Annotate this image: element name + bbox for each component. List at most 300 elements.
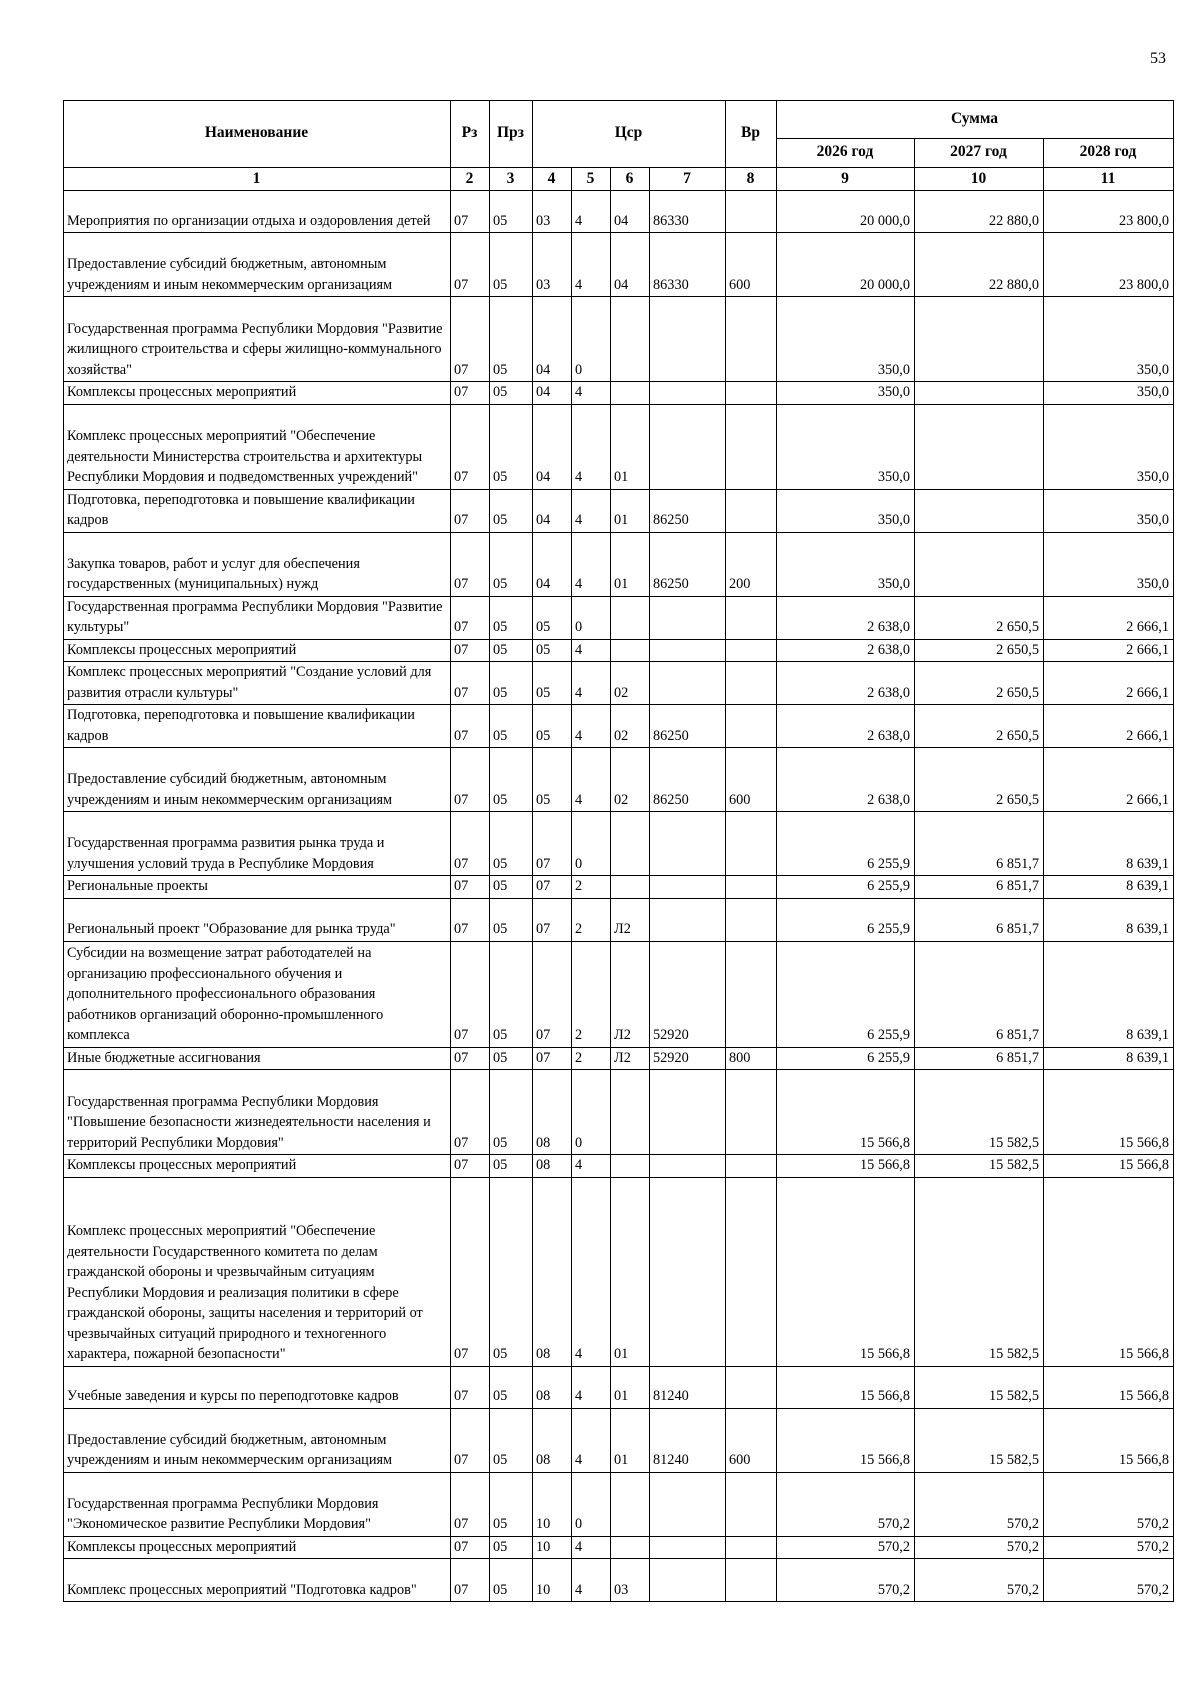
row-rz: 07 — [451, 489, 490, 532]
row-csr-5: 4 — [572, 1177, 611, 1366]
row-rz: 07 — [451, 705, 490, 748]
row-amount-2028: 350,0 — [1044, 382, 1174, 405]
row-csr-4: 05 — [533, 705, 572, 748]
row-prz: 05 — [490, 191, 533, 233]
row-csr-7 — [650, 404, 726, 489]
row-name: Закупка товаров, работ и услуг для обеспечения государственных (муниципальных) нужд — [64, 532, 451, 596]
row-csr-6: 02 — [611, 705, 650, 748]
row-csr-7 — [650, 812, 726, 876]
row-amount-2027 — [915, 404, 1044, 489]
row-csr-5: 4 — [572, 191, 611, 233]
row-amount-2026: 570,2 — [777, 1559, 915, 1602]
row-csr-7: 86250 — [650, 489, 726, 532]
row-csr-5: 4 — [572, 489, 611, 532]
row-csr-4: 07 — [533, 898, 572, 941]
table-header — [64, 101, 1174, 191]
row-csr-6: 01 — [611, 1177, 650, 1366]
row-amount-2026: 2 638,0 — [777, 596, 915, 639]
row-amount-2026: 6 255,9 — [777, 812, 915, 876]
row-csr-4: 05 — [533, 662, 572, 705]
row-name: Субсидии на возмещение затрат работодателей на организацию профессионального обучения и дополнительного профессионального образования работников организаций оборонно-промышленного комплекса — [64, 941, 451, 1047]
row-vr — [726, 1070, 777, 1155]
row-rz: 07 — [451, 812, 490, 876]
row-name: Подготовка, переподготовка и повышение квалификации кадров — [64, 489, 451, 532]
row-name: Комплекс процессных мероприятий "Создание условий для развития отрасли культуры" — [64, 662, 451, 705]
row-csr-4: 10 — [533, 1559, 572, 1602]
table-row — [64, 596, 1174, 639]
row-csr-6: 02 — [611, 748, 650, 812]
row-csr-7: 86250 — [650, 532, 726, 596]
row-csr-5: 4 — [572, 1408, 611, 1472]
row-csr-4: 08 — [533, 1177, 572, 1366]
row-csr-7: 86250 — [650, 748, 726, 812]
row-amount-2027: 22 880,0 — [915, 233, 1044, 297]
row-vr — [726, 1177, 777, 1366]
row-prz: 05 — [490, 812, 533, 876]
row-amount-2027: 15 582,5 — [915, 1408, 1044, 1472]
row-csr-6: 01 — [611, 404, 650, 489]
row-amount-2027: 15 582,5 — [915, 1155, 1044, 1178]
row-vr — [726, 898, 777, 941]
row-rz: 07 — [451, 639, 490, 662]
row-amount-2026: 570,2 — [777, 1472, 915, 1536]
row-csr-6 — [611, 1472, 650, 1536]
row-csr-7: 52920 — [650, 941, 726, 1047]
col-number: 2 — [451, 168, 490, 191]
row-csr-6: 01 — [611, 532, 650, 596]
table-row — [64, 941, 1174, 1047]
row-amount-2028: 570,2 — [1044, 1472, 1174, 1536]
row-csr-6: Л2 — [611, 1047, 650, 1070]
row-prz: 05 — [490, 233, 533, 297]
col-number: 11 — [1044, 168, 1174, 191]
row-csr-5: 0 — [572, 1472, 611, 1536]
row-amount-2028: 23 800,0 — [1044, 233, 1174, 297]
row-csr-6 — [611, 297, 650, 382]
row-csr-5: 4 — [572, 233, 611, 297]
row-amount-2026: 15 566,8 — [777, 1366, 915, 1408]
row-amount-2027 — [915, 532, 1044, 596]
row-csr-7 — [650, 898, 726, 941]
row-amount-2028: 15 566,8 — [1044, 1155, 1174, 1178]
row-vr — [726, 941, 777, 1047]
row-csr-7: 81240 — [650, 1408, 726, 1472]
col-number: 5 — [572, 168, 611, 191]
row-name: Государственная программа Республики Мордовия "Повышение безопасности жизнедеятельности населения и территорий Республики Мордовия" — [64, 1070, 451, 1155]
row-prz: 05 — [490, 404, 533, 489]
row-csr-6 — [611, 876, 650, 899]
row-csr-6: 01 — [611, 1408, 650, 1472]
row-csr-5: 4 — [572, 532, 611, 596]
row-csr-4: 07 — [533, 1047, 572, 1070]
row-amount-2026: 15 566,8 — [777, 1155, 915, 1178]
table-row — [64, 404, 1174, 489]
table-row — [64, 748, 1174, 812]
table-row — [64, 191, 1174, 233]
row-csr-6 — [611, 1155, 650, 1178]
row-amount-2026: 2 638,0 — [777, 639, 915, 662]
table-row — [64, 1559, 1174, 1602]
col-number: 8 — [726, 168, 777, 191]
row-amount-2026: 2 638,0 — [777, 705, 915, 748]
row-prz: 05 — [490, 1536, 533, 1559]
row-csr-4: 08 — [533, 1408, 572, 1472]
row-amount-2027 — [915, 489, 1044, 532]
row-prz: 05 — [490, 532, 533, 596]
row-amount-2026: 6 255,9 — [777, 876, 915, 899]
row-prz: 05 — [490, 1366, 533, 1408]
row-rz: 07 — [451, 382, 490, 405]
row-amount-2027: 6 851,7 — [915, 1047, 1044, 1070]
row-amount-2028: 8 639,1 — [1044, 1047, 1174, 1070]
row-csr-7 — [650, 297, 726, 382]
row-csr-4: 04 — [533, 297, 572, 382]
row-amount-2027: 2 650,5 — [915, 596, 1044, 639]
row-name: Подготовка, переподготовка и повышение квалификации кадров — [64, 705, 451, 748]
row-csr-6: Л2 — [611, 941, 650, 1047]
row-amount-2027: 15 582,5 — [915, 1366, 1044, 1408]
table-row — [64, 489, 1174, 532]
row-rz: 07 — [451, 532, 490, 596]
row-vr — [726, 596, 777, 639]
row-amount-2026: 350,0 — [777, 382, 915, 405]
table-row — [64, 532, 1174, 596]
row-vr — [726, 812, 777, 876]
table-row — [64, 898, 1174, 941]
row-csr-7 — [650, 662, 726, 705]
row-csr-6: 04 — [611, 191, 650, 233]
row-name: Учебные заведения и курсы по переподготовке кадров — [64, 1366, 451, 1408]
row-vr — [726, 1155, 777, 1178]
row-csr-4: 10 — [533, 1536, 572, 1559]
row-csr-5: 4 — [572, 382, 611, 405]
row-amount-2027 — [915, 297, 1044, 382]
col-number: 6 — [611, 168, 650, 191]
col-number: 3 — [490, 168, 533, 191]
page-number: 53 — [1150, 50, 1166, 67]
row-rz: 07 — [451, 1070, 490, 1155]
row-rz: 07 — [451, 1472, 490, 1536]
row-rz: 07 — [451, 1408, 490, 1472]
row-csr-5: 0 — [572, 1070, 611, 1155]
row-rz: 07 — [451, 1177, 490, 1366]
row-prz: 05 — [490, 662, 533, 705]
row-prz: 05 — [490, 639, 533, 662]
row-amount-2028: 15 566,8 — [1044, 1366, 1174, 1408]
row-rz: 07 — [451, 898, 490, 941]
row-amount-2026: 6 255,9 — [777, 1047, 915, 1070]
row-amount-2028: 8 639,1 — [1044, 812, 1174, 876]
row-amount-2027: 15 582,5 — [915, 1177, 1044, 1366]
row-csr-4: 07 — [533, 812, 572, 876]
row-rz: 07 — [451, 941, 490, 1047]
row-vr — [726, 382, 777, 405]
row-csr-4: 10 — [533, 1472, 572, 1536]
row-amount-2026: 15 566,8 — [777, 1177, 915, 1366]
row-prz: 05 — [490, 1408, 533, 1472]
row-rz: 07 — [451, 748, 490, 812]
row-csr-6: Л2 — [611, 898, 650, 941]
table-row — [64, 1408, 1174, 1472]
row-amount-2027: 6 851,7 — [915, 898, 1044, 941]
col-number: 10 — [915, 168, 1044, 191]
row-vr — [726, 639, 777, 662]
row-csr-6 — [611, 1070, 650, 1155]
row-csr-4: 05 — [533, 748, 572, 812]
row-csr-4: 08 — [533, 1155, 572, 1178]
row-csr-4: 04 — [533, 404, 572, 489]
row-amount-2026: 2 638,0 — [777, 662, 915, 705]
row-prz: 05 — [490, 1155, 533, 1178]
row-amount-2026: 350,0 — [777, 532, 915, 596]
row-csr-5: 4 — [572, 1536, 611, 1559]
row-amount-2028: 2 666,1 — [1044, 639, 1174, 662]
row-rz: 07 — [451, 191, 490, 233]
row-csr-4: 08 — [533, 1070, 572, 1155]
row-csr-5: 2 — [572, 898, 611, 941]
row-csr-5: 2 — [572, 876, 611, 899]
header-sum: Сумма — [777, 101, 1174, 139]
row-rz: 07 — [451, 233, 490, 297]
row-name: Предоставление субсидий бюджетным, автономным учреждениям и иным некоммерческим организациям — [64, 233, 451, 297]
row-csr-7 — [650, 1559, 726, 1602]
col-number: 4 — [533, 168, 572, 191]
row-amount-2026: 2 638,0 — [777, 748, 915, 812]
table-row — [64, 1366, 1174, 1408]
row-amount-2026: 570,2 — [777, 1536, 915, 1559]
row-amount-2028: 8 639,1 — [1044, 941, 1174, 1047]
header-year-2027: 2027 год — [915, 139, 1044, 168]
row-csr-7: 86330 — [650, 233, 726, 297]
row-prz: 05 — [490, 1472, 533, 1536]
row-name: Комплексы процессных мероприятий — [64, 639, 451, 662]
row-csr-6 — [611, 639, 650, 662]
row-rz: 07 — [451, 404, 490, 489]
table-row — [64, 662, 1174, 705]
row-csr-4: 05 — [533, 639, 572, 662]
row-amount-2028: 2 666,1 — [1044, 748, 1174, 812]
table-row — [64, 1070, 1174, 1155]
row-csr-6 — [611, 812, 650, 876]
row-name: Региональный проект "Образование для рынка труда" — [64, 898, 451, 941]
row-vr — [726, 1536, 777, 1559]
row-csr-6: 01 — [611, 1366, 650, 1408]
row-name: Государственная программа Республики Мордовия "Развитие жилищного строительства и сферы жилищно-коммунального хозяйства" — [64, 297, 451, 382]
row-csr-5: 2 — [572, 941, 611, 1047]
row-csr-6: 02 — [611, 662, 650, 705]
row-amount-2028: 23 800,0 — [1044, 191, 1174, 233]
row-amount-2028: 8 639,1 — [1044, 898, 1174, 941]
row-vr — [726, 1472, 777, 1536]
row-vr — [726, 191, 777, 233]
header-name: Наименование — [64, 101, 451, 168]
row-csr-7 — [650, 1155, 726, 1178]
row-vr: 200 — [726, 532, 777, 596]
row-csr-5: 2 — [572, 1047, 611, 1070]
table-row — [64, 1047, 1174, 1070]
row-amount-2026: 350,0 — [777, 404, 915, 489]
row-amount-2027: 2 650,5 — [915, 705, 1044, 748]
row-amount-2028: 15 566,8 — [1044, 1177, 1174, 1366]
row-csr-5: 4 — [572, 662, 611, 705]
header-year-2028: 2028 год — [1044, 139, 1174, 168]
col-number: 7 — [650, 168, 726, 191]
row-prz: 05 — [490, 898, 533, 941]
row-csr-5: 4 — [572, 1366, 611, 1408]
row-amount-2027: 6 851,7 — [915, 941, 1044, 1047]
row-csr-7: 86330 — [650, 191, 726, 233]
row-amount-2026: 20 000,0 — [777, 233, 915, 297]
row-csr-5: 0 — [572, 596, 611, 639]
header-prz: Прз — [490, 101, 533, 168]
row-csr-4: 08 — [533, 1366, 572, 1408]
row-name: Предоставление субсидий бюджетным, автономным учреждениям и иным некоммерческим организациям — [64, 748, 451, 812]
row-csr-4: 07 — [533, 941, 572, 1047]
row-amount-2026: 350,0 — [777, 489, 915, 532]
row-amount-2027: 2 650,5 — [915, 662, 1044, 705]
row-amount-2026: 15 566,8 — [777, 1408, 915, 1472]
row-csr-6: 04 — [611, 233, 650, 297]
row-rz: 07 — [451, 1047, 490, 1070]
row-rz: 07 — [451, 297, 490, 382]
row-amount-2028: 2 666,1 — [1044, 596, 1174, 639]
row-amount-2026: 6 255,9 — [777, 898, 915, 941]
table-row — [64, 1536, 1174, 1559]
row-prz: 05 — [490, 876, 533, 899]
row-csr-4: 04 — [533, 382, 572, 405]
row-amount-2027: 15 582,5 — [915, 1070, 1044, 1155]
row-csr-4: 07 — [533, 876, 572, 899]
table-row — [64, 1177, 1174, 1366]
row-vr — [726, 1559, 777, 1602]
row-csr-5: 0 — [572, 812, 611, 876]
row-name: Государственная программа Республики Мордовия "Развитие культуры" — [64, 596, 451, 639]
row-csr-7 — [650, 1472, 726, 1536]
row-prz: 05 — [490, 1559, 533, 1602]
row-vr — [726, 876, 777, 899]
row-csr-7 — [650, 1070, 726, 1155]
row-amount-2028: 350,0 — [1044, 297, 1174, 382]
row-csr-7 — [650, 1177, 726, 1366]
row-amount-2028: 15 566,8 — [1044, 1408, 1174, 1472]
row-amount-2027: 570,2 — [915, 1536, 1044, 1559]
row-prz: 05 — [490, 382, 533, 405]
header-year-2026: 2026 год — [777, 139, 915, 168]
row-vr — [726, 297, 777, 382]
row-amount-2028: 350,0 — [1044, 532, 1174, 596]
row-amount-2028: 350,0 — [1044, 489, 1174, 532]
row-csr-5: 4 — [572, 404, 611, 489]
row-csr-6: 03 — [611, 1559, 650, 1602]
row-name: Комплекс процессных мероприятий "Подготовка кадров" — [64, 1559, 451, 1602]
row-name: Иные бюджетные ассигнования — [64, 1047, 451, 1070]
row-csr-7 — [650, 876, 726, 899]
row-amount-2028: 15 566,8 — [1044, 1070, 1174, 1155]
row-amount-2027: 2 650,5 — [915, 748, 1044, 812]
row-csr-4: 05 — [533, 596, 572, 639]
row-csr-5: 4 — [572, 1559, 611, 1602]
row-amount-2027: 2 650,5 — [915, 639, 1044, 662]
row-vr — [726, 1366, 777, 1408]
row-csr-4: 04 — [533, 489, 572, 532]
row-amount-2027: 570,2 — [915, 1559, 1044, 1602]
row-vr — [726, 705, 777, 748]
row-amount-2027 — [915, 382, 1044, 405]
header-rz: Рз — [451, 101, 490, 168]
row-prz: 05 — [490, 1177, 533, 1366]
row-name: Комплексы процессных мероприятий — [64, 382, 451, 405]
row-csr-7: 86250 — [650, 705, 726, 748]
row-rz: 07 — [451, 596, 490, 639]
table-row — [64, 1155, 1174, 1178]
col-number: 9 — [777, 168, 915, 191]
row-amount-2026: 20 000,0 — [777, 191, 915, 233]
row-name: Предоставление субсидий бюджетным, автономным учреждениям и иным некоммерческим организациям — [64, 1408, 451, 1472]
row-name: Мероприятия по организации отдыха и оздоровления детей — [64, 191, 451, 233]
table-body — [64, 191, 1174, 1602]
table-row — [64, 639, 1174, 662]
row-amount-2028: 570,2 — [1044, 1559, 1174, 1602]
row-amount-2026: 350,0 — [777, 297, 915, 382]
row-amount-2027: 6 851,7 — [915, 876, 1044, 899]
row-amount-2027: 6 851,7 — [915, 812, 1044, 876]
row-csr-5: 4 — [572, 705, 611, 748]
row-vr: 800 — [726, 1047, 777, 1070]
header-csr: Цср — [533, 101, 726, 168]
table-row — [64, 233, 1174, 297]
row-amount-2026: 6 255,9 — [777, 941, 915, 1047]
table-row — [64, 1472, 1174, 1536]
row-name: Региональные проекты — [64, 876, 451, 899]
row-name: Государственная программа Республики Мордовия "Экономическое развитие Республики Мордовия" — [64, 1472, 451, 1536]
row-name: Комплексы процессных мероприятий — [64, 1155, 451, 1178]
row-csr-4: 04 — [533, 532, 572, 596]
row-name: Комплекс процессных мероприятий "Обеспечение деятельности Государственного комитета по делам гражданской обороны и чрезвычайным ситуациям Республики Мордовия и реализация политики в сфере гражданской обороны, защиты населения и территорий от чрезвычайных ситуаций природного и техногенного характера, пожарной безопасности" — [64, 1177, 451, 1366]
row-name: Комплексы процессных мероприятий — [64, 1536, 451, 1559]
row-vr: 600 — [726, 1408, 777, 1472]
row-vr — [726, 662, 777, 705]
row-amount-2028: 2 666,1 — [1044, 705, 1174, 748]
row-amount-2027: 22 880,0 — [915, 191, 1044, 233]
header-vr: Вр — [726, 101, 777, 168]
row-vr: 600 — [726, 233, 777, 297]
row-amount-2028: 570,2 — [1044, 1536, 1174, 1559]
row-prz: 05 — [490, 705, 533, 748]
row-vr: 600 — [726, 748, 777, 812]
row-csr-6 — [611, 596, 650, 639]
row-rz: 07 — [451, 876, 490, 899]
row-csr-7: 81240 — [650, 1366, 726, 1408]
row-csr-7 — [650, 1536, 726, 1559]
row-prz: 05 — [490, 297, 533, 382]
row-amount-2026: 15 566,8 — [777, 1070, 915, 1155]
row-csr-5: 4 — [572, 639, 611, 662]
col-number: 1 — [64, 168, 451, 191]
table-row — [64, 382, 1174, 405]
row-name: Государственная программа развития рынка труда и улучшения условий труда в Республике Мордовия — [64, 812, 451, 876]
row-csr-4: 03 — [533, 233, 572, 297]
row-prz: 05 — [490, 1070, 533, 1155]
table-row — [64, 297, 1174, 382]
row-rz: 07 — [451, 1155, 490, 1178]
row-prz: 05 — [490, 1047, 533, 1070]
row-prz: 05 — [490, 748, 533, 812]
row-csr-7 — [650, 596, 726, 639]
budget-table — [63, 100, 1174, 1602]
row-rz: 07 — [451, 662, 490, 705]
table-row — [64, 812, 1174, 876]
row-vr — [726, 489, 777, 532]
